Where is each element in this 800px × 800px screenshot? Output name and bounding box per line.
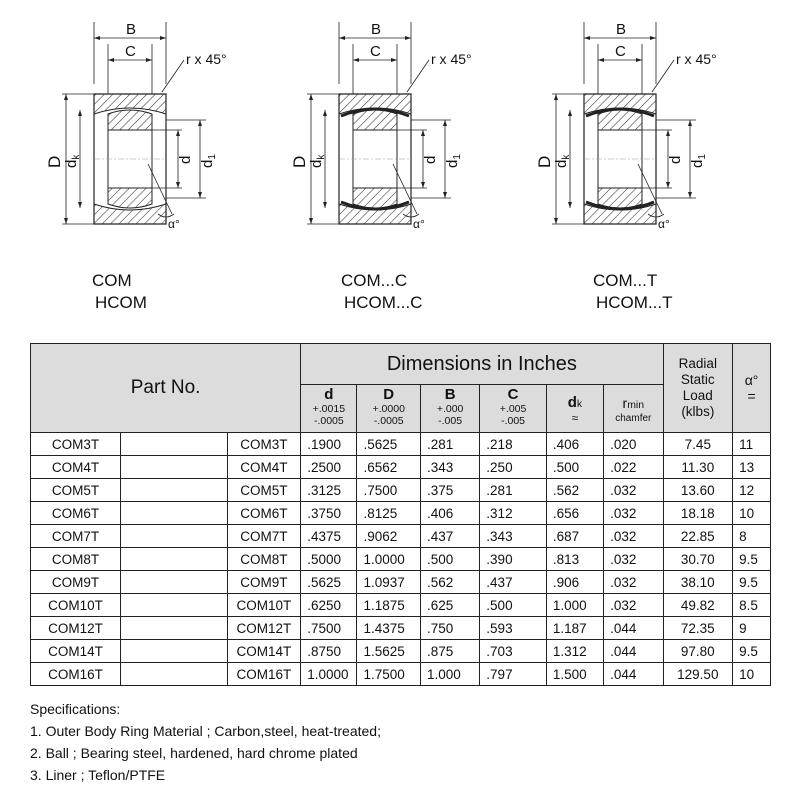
part-no-alt-cell: COM4T	[227, 456, 301, 479]
d-cell: .4375	[301, 525, 357, 548]
c-cell: .797	[480, 663, 547, 686]
outer-d-cell: 1.1875	[357, 594, 420, 617]
outer-d-label: D	[535, 155, 554, 168]
outer-d-cell: 1.5625	[357, 640, 420, 663]
table-row	[31, 502, 771, 525]
table-row	[31, 640, 771, 663]
col-b-header: B +.000 -.005	[420, 385, 479, 433]
drawing-com	[40, 14, 290, 254]
part-no-alt-cell: COM7T	[227, 525, 301, 548]
caption-line1: COM	[92, 271, 132, 290]
part-no-blank-cell	[121, 433, 227, 456]
rmin-cell: .032	[604, 594, 663, 617]
dk-cell: .500	[546, 456, 603, 479]
dk-cell: .813	[546, 548, 603, 571]
table-row	[31, 548, 771, 571]
dk-cell: .656	[546, 502, 603, 525]
d-label: d	[177, 155, 194, 164]
part-no-cell: COM16T	[31, 663, 121, 686]
alpha-header: α° =	[733, 344, 771, 433]
b-cell: .406	[420, 502, 479, 525]
part-no-blank-cell	[121, 594, 227, 617]
load-cell: 7.45	[663, 433, 733, 456]
rmin-cell: .044	[604, 617, 663, 640]
col-rmin-header: rmin chamfer	[604, 385, 663, 433]
radial-load-header: Radial Static Load (klbs)	[663, 344, 733, 433]
rmin-cell: .032	[604, 571, 663, 594]
outer-d-cell: .5625	[357, 433, 420, 456]
alpha-cell: 11	[733, 433, 771, 456]
alpha-label: α°	[413, 217, 425, 231]
col-c-header: C +.005 -.005	[480, 385, 547, 433]
part-no-alt-cell: COM8T	[227, 548, 301, 571]
caption-line1: COM...T	[593, 271, 658, 290]
part-no-blank-cell	[121, 525, 227, 548]
outer-d-label: D	[290, 155, 309, 168]
part-no-cell: COM4T	[31, 456, 121, 479]
part-no-alt-cell: COM5T	[227, 479, 301, 502]
c-cell: .500	[480, 594, 547, 617]
d-cell: .5625	[301, 571, 357, 594]
part-no-cell: COM6T	[31, 502, 121, 525]
dk-cell: 1.500	[546, 663, 603, 686]
alpha-cell: 10	[733, 663, 771, 686]
b-label: B	[126, 21, 137, 38]
b-cell: .562	[420, 571, 479, 594]
outer-d-cell: 1.0937	[357, 571, 420, 594]
outer-d-cell: .8125	[357, 502, 420, 525]
part-no-alt-cell: COM3T	[227, 433, 301, 456]
alpha-cell: 10	[733, 502, 771, 525]
part-no-header: Part No.	[31, 344, 301, 433]
rmin-cell: .032	[604, 479, 663, 502]
c-label: C	[370, 43, 381, 60]
caption-com-c	[341, 270, 591, 314]
part-no-blank-cell	[121, 548, 227, 571]
caption-line2: HCOM...C	[344, 293, 423, 312]
dimensions-table	[30, 343, 771, 686]
chamfer-label: r x 45°	[676, 51, 717, 67]
b-label: B	[371, 21, 382, 38]
table-row	[31, 456, 771, 479]
alpha-cell: 13	[733, 456, 771, 479]
load-cell: 13.60	[663, 479, 733, 502]
c-cell: .250	[480, 456, 547, 479]
dk-label: $d_k$	[553, 154, 572, 168]
d-cell: .3750	[301, 502, 357, 525]
d-cell: .2500	[301, 456, 357, 479]
alpha-cell: 8.5	[733, 594, 771, 617]
drawing-com-t	[530, 14, 780, 254]
col-dk-header: dk ≈	[546, 385, 603, 433]
spec-item: 3. Liner ; Teflon/PTFE	[30, 767, 166, 783]
outer-d-label: D	[45, 155, 64, 168]
load-cell: 49.82	[663, 594, 733, 617]
part-no-alt-cell: COM12T	[227, 617, 301, 640]
alpha-label: α°	[168, 217, 180, 231]
d-cell: .6250	[301, 594, 357, 617]
b-cell: 1.000	[420, 663, 479, 686]
part-no-cell: COM8T	[31, 548, 121, 571]
c-label: C	[125, 43, 136, 60]
part-no-alt-cell: COM14T	[227, 640, 301, 663]
c-cell: .703	[480, 640, 547, 663]
spec-item: 1. Outer Body Ring Material ; Carbon,steel, heat-treated;	[30, 723, 381, 739]
outer-d-cell: 1.4375	[357, 617, 420, 640]
outer-d-cell: 1.0000	[357, 548, 420, 571]
caption-line2: HCOM...T	[596, 293, 673, 312]
d-cell: .1900	[301, 433, 357, 456]
caption-com-t	[593, 270, 800, 314]
rmin-cell: .044	[604, 663, 663, 686]
d-cell: .8750	[301, 640, 357, 663]
col-d-header: d +.0015 -.0005	[301, 385, 357, 433]
specifications	[30, 698, 381, 786]
d-cell: .7500	[301, 617, 357, 640]
caption-line1: COM...C	[341, 271, 408, 290]
b-cell: .625	[420, 594, 479, 617]
part-no-blank-cell	[121, 571, 227, 594]
part-no-cell: COM3T	[31, 433, 121, 456]
alpha-cell: 12	[733, 479, 771, 502]
alpha-cell: 9.5	[733, 548, 771, 571]
table-row	[31, 479, 771, 502]
table-row	[31, 433, 771, 456]
part-no-cell: COM12T	[31, 617, 121, 640]
outer-d-cell: .7500	[357, 479, 420, 502]
c-cell: .218	[480, 433, 547, 456]
table-row	[31, 525, 771, 548]
rmin-cell: .020	[604, 433, 663, 456]
part-no-blank-cell	[121, 617, 227, 640]
dk-cell: .406	[546, 433, 603, 456]
load-cell: 30.70	[663, 548, 733, 571]
c-cell: .593	[480, 617, 547, 640]
b-cell: .875	[420, 640, 479, 663]
dk-cell: .906	[546, 571, 603, 594]
part-no-blank-cell	[121, 502, 227, 525]
load-cell: 129.50	[663, 663, 733, 686]
part-no-cell: COM9T	[31, 571, 121, 594]
b-label: B	[616, 21, 627, 38]
part-no-alt-cell: COM6T	[227, 502, 301, 525]
rmin-cell: .044	[604, 640, 663, 663]
b-cell: .375	[420, 479, 479, 502]
dk-cell: .687	[546, 525, 603, 548]
alpha-cell: 9	[733, 617, 771, 640]
outer-d-cell: 1.7500	[357, 663, 420, 686]
d1-label: $d_1$	[199, 154, 218, 168]
rmin-cell: .032	[604, 502, 663, 525]
table-row	[31, 594, 771, 617]
b-cell: .437	[420, 525, 479, 548]
dk-cell: 1.187	[546, 617, 603, 640]
part-no-alt-cell: COM10T	[227, 594, 301, 617]
chamfer-label: r x 45°	[431, 51, 472, 67]
alpha-cell: 9.5	[733, 640, 771, 663]
drawing-com-c	[285, 14, 535, 254]
part-no-alt-cell: COM16T	[227, 663, 301, 686]
dimensions-header: Dimensions in Inches	[301, 344, 663, 385]
caption-com	[92, 270, 342, 314]
part-no-blank-cell	[121, 663, 227, 686]
rmin-cell: .032	[604, 548, 663, 571]
col-outer-d-header: D +.0000 -.0005	[357, 385, 420, 433]
specifications-title: Specifications:	[30, 701, 121, 717]
dk-cell: 1.312	[546, 640, 603, 663]
part-no-blank-cell	[121, 456, 227, 479]
part-no-alt-cell: COM9T	[227, 571, 301, 594]
alpha-cell: 8	[733, 525, 771, 548]
dk-cell: .562	[546, 479, 603, 502]
d1-label: $d_1$	[444, 154, 463, 168]
d-label: d	[667, 155, 684, 164]
table-row	[31, 617, 771, 640]
chamfer-label: r x 45°	[186, 51, 227, 67]
load-cell: 97.80	[663, 640, 733, 663]
rmin-cell: .022	[604, 456, 663, 479]
d-cell: .3125	[301, 479, 357, 502]
part-no-cell: COM14T	[31, 640, 121, 663]
c-cell: .281	[480, 479, 547, 502]
caption-line2: HCOM	[95, 293, 147, 312]
load-cell: 72.35	[663, 617, 733, 640]
b-cell: .281	[420, 433, 479, 456]
alpha-label: α°	[658, 217, 670, 231]
dk-cell: 1.000	[546, 594, 603, 617]
b-cell: .343	[420, 456, 479, 479]
rmin-cell: .032	[604, 525, 663, 548]
table-row	[31, 663, 771, 686]
part-no-cell: COM10T	[31, 594, 121, 617]
load-cell: 22.85	[663, 525, 733, 548]
dk-label: $d_k$	[63, 154, 82, 168]
b-cell: .500	[420, 548, 479, 571]
d-cell: 1.0000	[301, 663, 357, 686]
load-cell: 38.10	[663, 571, 733, 594]
table-row	[31, 571, 771, 594]
b-cell: .750	[420, 617, 479, 640]
part-no-cell: COM5T	[31, 479, 121, 502]
load-cell: 18.18	[663, 502, 733, 525]
c-cell: .390	[480, 548, 547, 571]
c-label: C	[615, 43, 626, 60]
c-cell: .437	[480, 571, 547, 594]
d-label: d	[422, 155, 439, 164]
load-cell: 11.30	[663, 456, 733, 479]
outer-d-cell: .6562	[357, 456, 420, 479]
part-no-blank-cell	[121, 640, 227, 663]
c-cell: .312	[480, 502, 547, 525]
spec-item: 2. Ball ; Bearing steel, hardened, hard chrome plated	[30, 745, 358, 761]
outer-d-cell: .9062	[357, 525, 420, 548]
d1-label: $d_1$	[689, 154, 708, 168]
part-no-cell: COM7T	[31, 525, 121, 548]
part-no-blank-cell	[121, 479, 227, 502]
dk-label: $d_k$	[308, 154, 327, 168]
alpha-cell: 9.5	[733, 571, 771, 594]
c-cell: .343	[480, 525, 547, 548]
d-cell: .5000	[301, 548, 357, 571]
